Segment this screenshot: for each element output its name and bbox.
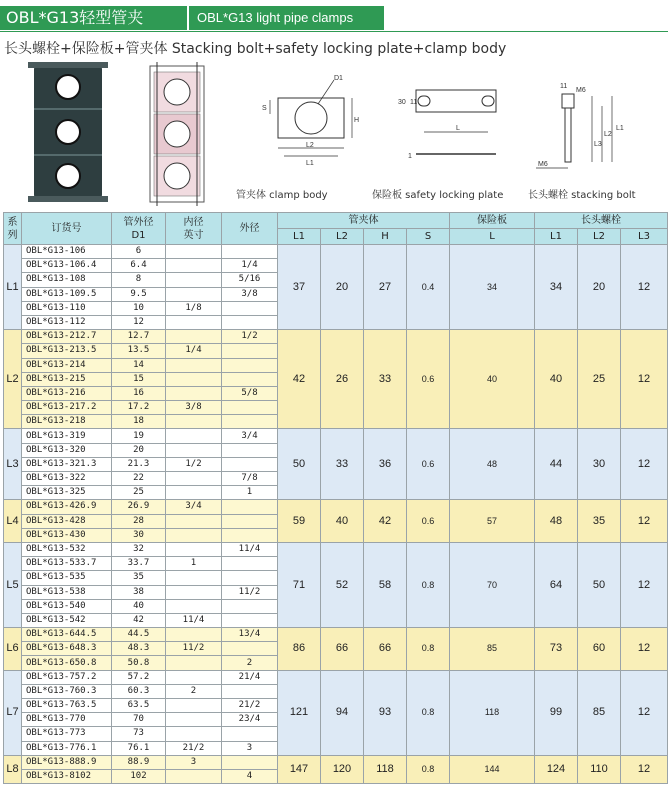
outer-cell xyxy=(222,301,278,315)
order-code-cell: OBL*G13-325 xyxy=(22,486,112,500)
bolt-l2-cell: 50 xyxy=(578,542,621,627)
inch-cell xyxy=(166,358,222,372)
stacking-bolt-drawing xyxy=(532,80,652,180)
od-cell: 73 xyxy=(112,727,166,741)
outer-cell xyxy=(222,401,278,415)
outer-cell xyxy=(222,514,278,528)
outer-cell: 7/8 xyxy=(222,472,278,486)
table-row xyxy=(4,429,668,443)
subtitle: 长头螺栓+保险板+管夹体 Stacking bolt+safety locking plate+clamp body xyxy=(4,41,507,57)
series-cell: L3 xyxy=(4,429,22,500)
clamp-l1-cell: 37 xyxy=(278,245,321,330)
clamp-l1-cell: 59 xyxy=(278,500,321,543)
od-cell: 33.7 xyxy=(112,557,166,571)
clamp-l1-cell: 121 xyxy=(278,670,321,755)
od-cell: 12.7 xyxy=(112,330,166,344)
clamp-h-cell: 27 xyxy=(364,245,407,330)
svg-text:M6: M6 xyxy=(576,87,586,94)
clamp-l2-cell: 94 xyxy=(321,670,364,755)
od-cell: 50.8 xyxy=(112,656,166,670)
bolt-l2-cell: 30 xyxy=(578,429,621,500)
inch-cell xyxy=(166,727,222,741)
outer-cell xyxy=(222,571,278,585)
svg-text:1: 1 xyxy=(408,153,412,160)
table-row xyxy=(4,500,668,514)
order-code-cell: OBL*G13-110 xyxy=(22,301,112,315)
header-outer: 外径 xyxy=(222,213,278,245)
svg-text:30: 30 xyxy=(398,99,406,106)
bolt-l2-cell: 85 xyxy=(578,670,621,755)
inch-cell xyxy=(166,699,222,713)
header-inch: 内径 英寸 xyxy=(166,213,222,245)
safety-plate-caption: 保险板 safety locking plate xyxy=(372,190,504,201)
svg-text:11: 11 xyxy=(560,83,568,90)
clamp-l1-cell: 147 xyxy=(278,755,321,783)
od-cell: 35 xyxy=(112,571,166,585)
outer-cell: 3/8 xyxy=(222,287,278,301)
od-cell: 28 xyxy=(112,514,166,528)
inch-cell xyxy=(166,628,222,642)
order-code-cell: OBL*G13-106.4 xyxy=(22,259,112,273)
series-cell: L7 xyxy=(4,670,22,755)
outer-cell: 3/4 xyxy=(222,429,278,443)
bolt-l3-cell: 12 xyxy=(621,628,668,671)
inch-cell: 11/2 xyxy=(166,642,222,656)
bolt-l1-cell: 40 xyxy=(535,330,578,429)
outer-cell: 21/2 xyxy=(222,699,278,713)
svg-text:M6: M6 xyxy=(538,161,548,168)
outer-cell xyxy=(222,684,278,698)
plate-l-cell: 34 xyxy=(450,245,535,330)
outer-cell: 2 xyxy=(222,656,278,670)
outer-cell: 5/8 xyxy=(222,386,278,400)
header-series: 系 列 xyxy=(4,213,22,245)
outer-cell: 5/16 xyxy=(222,273,278,287)
stacking-bolt-caption: 长头螺栓 stacking bolt xyxy=(528,190,636,201)
od-cell: 102 xyxy=(112,769,166,783)
inch-cell xyxy=(166,372,222,386)
od-cell: 19 xyxy=(112,429,166,443)
od-cell: 70 xyxy=(112,713,166,727)
inch-cell: 1/4 xyxy=(166,344,222,358)
clamp-s-cell: 0.8 xyxy=(407,670,450,755)
outer-cell xyxy=(222,358,278,372)
od-cell: 10 xyxy=(112,301,166,315)
series-cell: L2 xyxy=(4,330,22,429)
clamp-body-drawing xyxy=(262,70,362,180)
clamp-s-cell: 0.6 xyxy=(407,500,450,543)
inch-cell xyxy=(166,571,222,585)
od-cell: 57.2 xyxy=(112,670,166,684)
inch-cell xyxy=(166,585,222,599)
clamp-s-cell: 0.6 xyxy=(407,429,450,500)
table-row xyxy=(4,245,668,259)
table-row xyxy=(4,670,668,684)
order-code-cell: OBL*G13-321.3 xyxy=(22,457,112,471)
clamp-s-cell: 0.4 xyxy=(407,245,450,330)
title-chinese: OBL*G13轻型管夹 xyxy=(0,6,187,30)
outer-cell: 1/4 xyxy=(222,259,278,273)
bolt-l2-cell: 35 xyxy=(578,500,621,543)
od-cell: 60.3 xyxy=(112,684,166,698)
series-cell: L8 xyxy=(4,755,22,783)
outer-cell xyxy=(222,557,278,571)
bolt-l2-cell: 60 xyxy=(578,628,621,671)
inch-cell xyxy=(166,330,222,344)
clamp-h-cell: 58 xyxy=(364,542,407,627)
plate-l-cell: 57 xyxy=(450,500,535,543)
od-cell: 9.5 xyxy=(112,287,166,301)
series-cell: L1 xyxy=(4,245,22,330)
inch-cell xyxy=(166,656,222,670)
order-code-cell: OBL*G13-888.9 xyxy=(22,755,112,769)
od-cell: 6.4 xyxy=(112,259,166,273)
inch-cell: 21/2 xyxy=(166,741,222,755)
order-code-cell: OBL*G13-218 xyxy=(22,415,112,429)
bolt-l1-cell: 99 xyxy=(535,670,578,755)
outer-cell xyxy=(222,245,278,259)
outer-cell xyxy=(222,315,278,329)
od-cell: 15 xyxy=(112,372,166,386)
outer-cell: 1 xyxy=(222,486,278,500)
spec-table xyxy=(3,212,668,784)
order-code-cell: OBL*G13-426.9 xyxy=(22,500,112,514)
header-bolt-l1: L1 xyxy=(535,229,578,245)
inch-cell xyxy=(166,486,222,500)
clamp-l1-cell: 71 xyxy=(278,542,321,627)
od-cell: 48.3 xyxy=(112,642,166,656)
bolt-l3-cell: 12 xyxy=(621,755,668,783)
inch-cell xyxy=(166,245,222,259)
od-cell: 6 xyxy=(112,245,166,259)
outer-cell xyxy=(222,727,278,741)
series-cell: L4 xyxy=(4,500,22,543)
od-cell: 30 xyxy=(112,528,166,542)
clamp-body-caption: 管夹体 clamp body xyxy=(236,190,328,201)
plate-l-cell: 40 xyxy=(450,330,535,429)
od-cell: 20 xyxy=(112,443,166,457)
clamp-h-cell: 42 xyxy=(364,500,407,543)
outer-cell: 4 xyxy=(222,769,278,783)
inch-cell xyxy=(166,599,222,613)
od-cell: 32 xyxy=(112,542,166,556)
outer-cell xyxy=(222,599,278,613)
inch-cell xyxy=(166,514,222,528)
order-code-cell: OBL*G13-757.2 xyxy=(22,670,112,684)
inch-cell xyxy=(166,443,222,457)
od-cell: 26.9 xyxy=(112,500,166,514)
plate-l-cell: 118 xyxy=(450,670,535,755)
inch-cell: 2 xyxy=(166,684,222,698)
clamp-h-cell: 36 xyxy=(364,429,407,500)
clamp-l2-cell: 26 xyxy=(321,330,364,429)
order-code-cell: OBL*G13-212.7 xyxy=(22,330,112,344)
bolt-l2-cell: 110 xyxy=(578,755,621,783)
order-code-cell: OBL*G13-319 xyxy=(22,429,112,443)
stack-drawing xyxy=(142,62,212,206)
inch-cell: 11/4 xyxy=(166,613,222,627)
title-divider xyxy=(0,31,668,32)
outer-cell: 1/2 xyxy=(222,330,278,344)
clamp-l1-cell: 42 xyxy=(278,330,321,429)
order-code-cell: OBL*G13-533.7 xyxy=(22,557,112,571)
table-row xyxy=(4,330,668,344)
outer-cell xyxy=(222,755,278,769)
inch-cell xyxy=(166,287,222,301)
bolt-l3-cell: 12 xyxy=(621,670,668,755)
bolt-l2-cell: 20 xyxy=(578,245,621,330)
table-header xyxy=(4,213,668,245)
svg-text:L1: L1 xyxy=(306,160,314,167)
clamp-h-cell: 33 xyxy=(364,330,407,429)
order-code-cell: OBL*G13-776.1 xyxy=(22,741,112,755)
order-code-cell: OBL*G13-763.5 xyxy=(22,699,112,713)
header-clamp-body: 管夹体 xyxy=(278,213,450,229)
od-cell: 25 xyxy=(112,486,166,500)
outer-cell xyxy=(222,528,278,542)
order-code-cell: OBL*G13-8102 xyxy=(22,769,112,783)
clamp-s-cell: 0.8 xyxy=(407,542,450,627)
order-code-cell: OBL*G13-538 xyxy=(22,585,112,599)
od-cell: 63.5 xyxy=(112,699,166,713)
header-l1: L1 xyxy=(278,229,321,245)
outer-cell: 3 xyxy=(222,741,278,755)
outer-cell xyxy=(222,613,278,627)
title-bar xyxy=(0,6,668,30)
svg-text:L2: L2 xyxy=(306,142,314,149)
plate-l-cell: 48 xyxy=(450,429,535,500)
inch-cell xyxy=(166,429,222,443)
svg-text:H: H xyxy=(354,117,360,124)
order-code-cell: OBL*G13-542 xyxy=(22,613,112,627)
od-cell: 44.5 xyxy=(112,628,166,642)
bolt-l1-cell: 48 xyxy=(535,500,578,543)
svg-text:L: L xyxy=(456,125,460,132)
header-bolt: 长头螺栓 xyxy=(535,213,668,229)
order-code-cell: OBL*G13-217.2 xyxy=(22,401,112,415)
order-code-cell: OBL*G13-773 xyxy=(22,727,112,741)
outer-cell xyxy=(222,500,278,514)
svg-text:L1: L1 xyxy=(616,125,624,132)
od-cell: 8 xyxy=(112,273,166,287)
order-code-cell: OBL*G13-112 xyxy=(22,315,112,329)
bolt-l1-cell: 73 xyxy=(535,628,578,671)
inch-cell xyxy=(166,273,222,287)
outer-cell: 11/4 xyxy=(222,542,278,556)
bolt-l1-cell: 124 xyxy=(535,755,578,783)
outer-cell: 23/4 xyxy=(222,713,278,727)
clamp-s-cell: 0.6 xyxy=(407,330,450,429)
order-code-cell: OBL*G13-532 xyxy=(22,542,112,556)
svg-text:L3: L3 xyxy=(594,141,602,148)
header-bolt-l2: L2 xyxy=(578,229,621,245)
od-cell: 88.9 xyxy=(112,755,166,769)
order-code-cell: OBL*G13-760.3 xyxy=(22,684,112,698)
svg-text:11: 11 xyxy=(410,99,418,106)
inch-cell: 1/8 xyxy=(166,301,222,315)
outer-cell xyxy=(222,642,278,656)
clamp-h-cell: 66 xyxy=(364,628,407,671)
order-code-cell: OBL*G13-215 xyxy=(22,372,112,386)
series-cell: L6 xyxy=(4,628,22,671)
outer-cell: 13/4 xyxy=(222,628,278,642)
od-cell: 17.2 xyxy=(112,401,166,415)
order-code-cell: OBL*G13-650.8 xyxy=(22,656,112,670)
header-s: S xyxy=(407,229,450,245)
inch-cell xyxy=(166,769,222,783)
header-h: H xyxy=(364,229,407,245)
inch-cell: 3/4 xyxy=(166,500,222,514)
clamp-l2-cell: 20 xyxy=(321,245,364,330)
outer-cell xyxy=(222,457,278,471)
outer-cell xyxy=(222,415,278,429)
bolt-l3-cell: 12 xyxy=(621,245,668,330)
outer-cell: 11/2 xyxy=(222,585,278,599)
clamp-l2-cell: 40 xyxy=(321,500,364,543)
header-plate: 保险板 xyxy=(450,213,535,229)
inch-cell xyxy=(166,713,222,727)
od-cell: 14 xyxy=(112,358,166,372)
order-code-cell: OBL*G13-322 xyxy=(22,472,112,486)
bolt-l3-cell: 12 xyxy=(621,500,668,543)
od-cell: 16 xyxy=(112,386,166,400)
table-row xyxy=(4,542,668,556)
inch-cell xyxy=(166,472,222,486)
clamp-photo xyxy=(28,62,108,202)
order-code-cell: OBL*G13-106 xyxy=(22,245,112,259)
inch-cell xyxy=(166,528,222,542)
svg-text:S: S xyxy=(262,105,267,112)
clamp-s-cell: 0.8 xyxy=(407,755,450,783)
bolt-l1-cell: 34 xyxy=(535,245,578,330)
clamp-h-cell: 93 xyxy=(364,670,407,755)
header-l: L xyxy=(450,229,535,245)
clamp-l2-cell: 120 xyxy=(321,755,364,783)
od-cell: 22 xyxy=(112,472,166,486)
clamp-h-cell: 118 xyxy=(364,755,407,783)
title-english: OBL*G13 light pipe clamps xyxy=(189,6,384,30)
inch-cell xyxy=(166,670,222,684)
plate-l-cell: 70 xyxy=(450,542,535,627)
od-cell: 38 xyxy=(112,585,166,599)
order-code-cell: OBL*G13-535 xyxy=(22,571,112,585)
clamp-l1-cell: 86 xyxy=(278,628,321,671)
od-cell: 42 xyxy=(112,613,166,627)
inch-cell: 1 xyxy=(166,557,222,571)
safety-plate-drawing xyxy=(396,80,506,170)
series-cell: L5 xyxy=(4,542,22,627)
od-cell: 76.1 xyxy=(112,741,166,755)
bolt-l2-cell: 25 xyxy=(578,330,621,429)
figures-panel xyxy=(0,60,668,210)
clamp-l1-cell: 50 xyxy=(278,429,321,500)
order-code-cell: OBL*G13-216 xyxy=(22,386,112,400)
order-code-cell: OBL*G13-214 xyxy=(22,358,112,372)
bolt-l1-cell: 64 xyxy=(535,542,578,627)
inch-cell: 3/8 xyxy=(166,401,222,415)
inch-cell: 3 xyxy=(166,755,222,769)
bolt-l3-cell: 12 xyxy=(621,429,668,500)
header-code: 订货号 xyxy=(22,213,112,245)
inch-cell xyxy=(166,542,222,556)
svg-text:D1: D1 xyxy=(334,75,343,82)
order-code-cell: OBL*G13-108 xyxy=(22,273,112,287)
table-row xyxy=(4,628,668,642)
clamp-l2-cell: 33 xyxy=(321,429,364,500)
header-l2: L2 xyxy=(321,229,364,245)
outer-cell: 21/4 xyxy=(222,670,278,684)
outer-cell xyxy=(222,372,278,386)
order-code-cell: OBL*G13-644.5 xyxy=(22,628,112,642)
plate-l-cell: 85 xyxy=(450,628,535,671)
od-cell: 40 xyxy=(112,599,166,613)
bolt-l3-cell: 12 xyxy=(621,542,668,627)
clamp-l2-cell: 52 xyxy=(321,542,364,627)
clamp-s-cell: 0.8 xyxy=(407,628,450,671)
outer-cell xyxy=(222,443,278,457)
inch-cell xyxy=(166,259,222,273)
header-bolt-l3: L3 xyxy=(621,229,668,245)
od-cell: 12 xyxy=(112,315,166,329)
order-code-cell: OBL*G13-109.5 xyxy=(22,287,112,301)
order-code-cell: OBL*G13-540 xyxy=(22,599,112,613)
od-cell: 21.3 xyxy=(112,457,166,471)
inch-cell xyxy=(166,415,222,429)
bolt-l3-cell: 12 xyxy=(621,330,668,429)
inch-cell xyxy=(166,315,222,329)
outer-cell xyxy=(222,344,278,358)
order-code-cell: OBL*G13-428 xyxy=(22,514,112,528)
order-code-cell: OBL*G13-648.3 xyxy=(22,642,112,656)
od-cell: 13.5 xyxy=(112,344,166,358)
order-code-cell: OBL*G13-213.5 xyxy=(22,344,112,358)
table-body xyxy=(4,245,668,784)
plate-l-cell: 144 xyxy=(450,755,535,783)
order-code-cell: OBL*G13-320 xyxy=(22,443,112,457)
svg-text:L2: L2 xyxy=(604,131,612,138)
inch-cell: 1/2 xyxy=(166,457,222,471)
table-row xyxy=(4,755,668,769)
inch-cell xyxy=(166,386,222,400)
order-code-cell: OBL*G13-770 xyxy=(22,713,112,727)
header-od: 管外径 D1 xyxy=(112,213,166,245)
od-cell: 18 xyxy=(112,415,166,429)
bolt-l1-cell: 44 xyxy=(535,429,578,500)
clamp-l2-cell: 66 xyxy=(321,628,364,671)
order-code-cell: OBL*G13-430 xyxy=(22,528,112,542)
